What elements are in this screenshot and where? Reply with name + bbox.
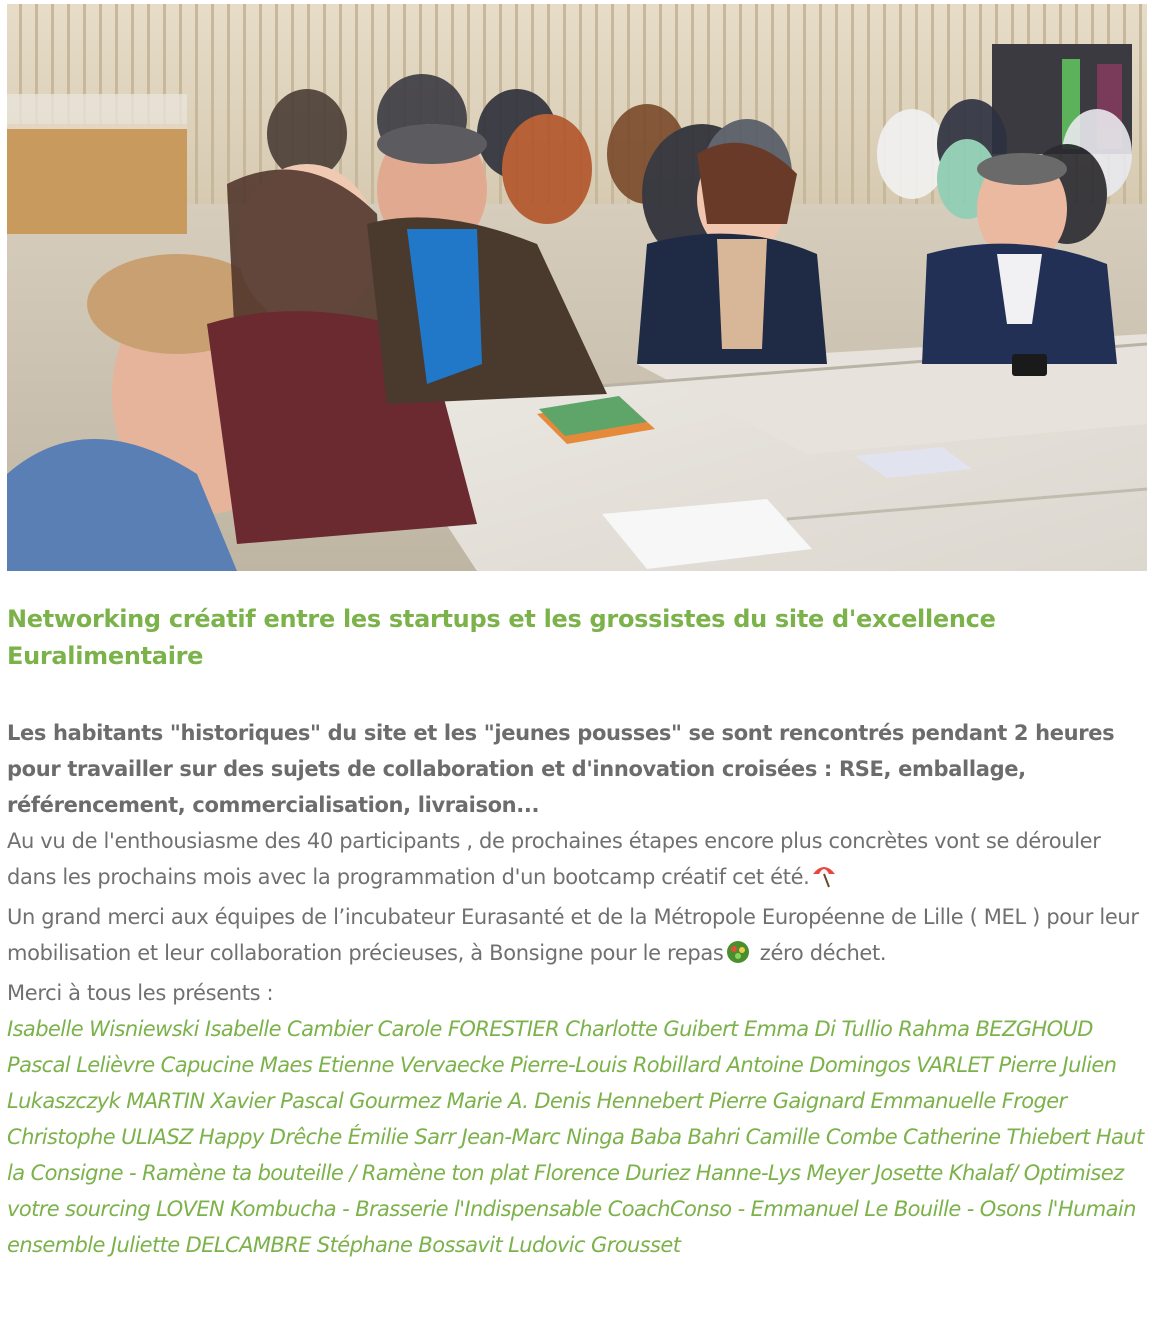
- paragraph-thanks: [7, 899, 1149, 975]
- attendees-list: Isabelle Wisniewski Isabelle Cambier Carole FORESTIER Charlotte Guibert Emma Di Tullio Rahma BEZGHOUD Pascal Lelièvre Capucine Maes Etienne Vervaecke Pierre-Louis Robillard Antoine Domingos VARLET Pierre Julien Lukaszczyk MARTIN Xavier Pascal Gourmez Marie A. Denis Hennebert Pierre Gaignard Emmanuelle Froger Christophe ULIASZ Happy Drêche Émilie Sarr Jean-Marc Ninga Baba Bahri Camille Combe Catherine Thiebert Haut la Consigne - Ramène ta bouteille / Ramène ton plat Florence Duriez Hanne-Lys Meyer Josette Khalaf/ Optimisez votre sourcing LOVEN Kombucha - Brasserie l'Indispensable CoachConso - Emmanuel Le Bouille - Osons l'Humain ensemble Juliette DELCAMBRE Stéphane Bossavit Ludovic Grousset: [7, 1017, 1144, 1257]
- networking-event-photo: [7, 4, 1147, 571]
- salad-icon: [725, 938, 751, 975]
- beach-umbrella-icon: [811, 862, 837, 899]
- article-title: Networking créatif entre les startups et les grossistes du site d'excellence Euralimentaire: [7, 605, 996, 670]
- paragraph-thanks-text: Un grand merci aux équipes de l’incubateur Eurasanté et de la Métropole Européenne de Lille ( MEL ) pour leur mobilisation et leur collaboration précieuses, à Bonsigne pour le repas: [7, 905, 1139, 965]
- paragraph-next-steps-text: Au vu de l'enthousiasme des 40 participants , de prochaines étapes encore plus concrètes vont se dérouler dans les prochains mois avec la programmation d'un bootcamp créatif cet été.: [7, 829, 1101, 889]
- lead-paragraph: Les habitants "historiques" du site et les "jeunes pousses" se sont rencontrés pendant 2 heures pour travailler sur des sujets de collaboration et d'innovation croisées : RSE, emballage, référencement, commercialisation, livraison...: [7, 721, 1115, 817]
- paragraph-thanks-end: zéro déchet.: [753, 941, 887, 965]
- article-body: [7, 715, 1149, 1263]
- paragraph-next-steps: [7, 823, 1149, 899]
- paragraph-attendees-intro: Merci à tous les présents :: [7, 981, 274, 1005]
